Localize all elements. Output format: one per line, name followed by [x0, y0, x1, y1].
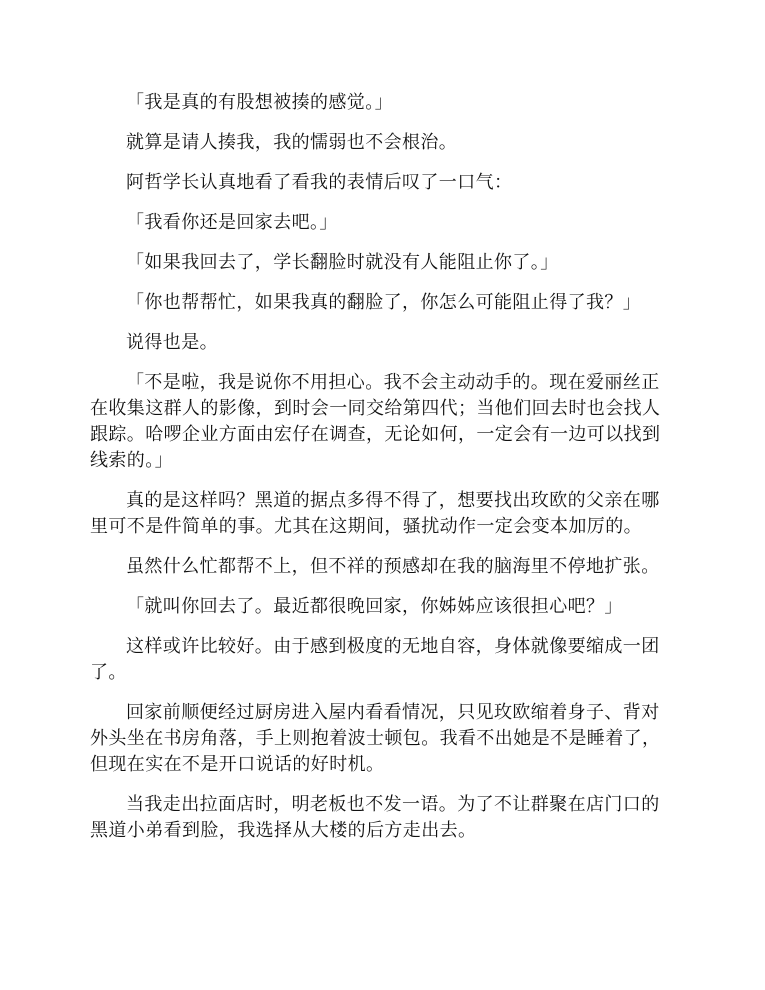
paragraph-10: 虽然什么忙都帮不上，但不祥的预感却在我的脑海里不停地扩张。 [126, 556, 660, 577]
paragraph-9: 真的是这样吗？黑道的据点多得不得了，想要找出玫欧的父亲在哪里可不是件简单的事。尤其在这期间，骚扰动作一定会变本加厉的。 [90, 490, 660, 537]
paragraph-13: 回家前顺便经过厨房进入屋内看看情况，只见玫欧缩着身子、背对外头坐在书房角落，手上则抱着波士顿包。我看不出她是不是睡着了，但现在实在不是开口说话的好时机。 [90, 702, 661, 775]
paragraph-11: 「就叫你回去了。最近都很晚回家，你姊姊应该很担心吧？」 [126, 596, 623, 617]
paragraph-2: 就算是请人揍我，我的懦弱也不会根治。 [126, 132, 458, 153]
paragraph-8: 「不是啦，我是说你不用担心。我不会主动动手的。现在爱丽丝正在收集这群人的影像，到时会一同交给第四代；当他们回去时也会找人跟踪。哈啰企业方面由宏仔在调查，无论如何，一定会有一边可以找到线索的。」 [90, 372, 661, 471]
paragraph-3: 阿哲学长认真地看了看我的表情后叹了一口气： [126, 172, 513, 193]
paragraph-6: 「你也帮帮忙，如果我真的翻脸了，你怎么可能阻止得了我？」 [126, 292, 642, 313]
paragraph-12: 这样或许比较好。由于感到极度的无地自容，身体就像要缩成一团了。 [90, 636, 660, 683]
paragraph-1: 「我是真的有股想被揍的感觉。」 [126, 92, 393, 113]
paragraph-14: 当我走出拉面店时，明老板也不发一语。为了不让群聚在店门口的黑道小弟看到脸，我选择从大楼的后方走出去。 [90, 794, 660, 841]
paragraph-7: 说得也是。 [126, 332, 218, 353]
paragraph-4: 「我看你还是回家去吧。」 [126, 212, 338, 233]
paragraph-5: 「如果我回去了，学长翻脸时就没有人能阻止你了。」 [126, 252, 559, 273]
